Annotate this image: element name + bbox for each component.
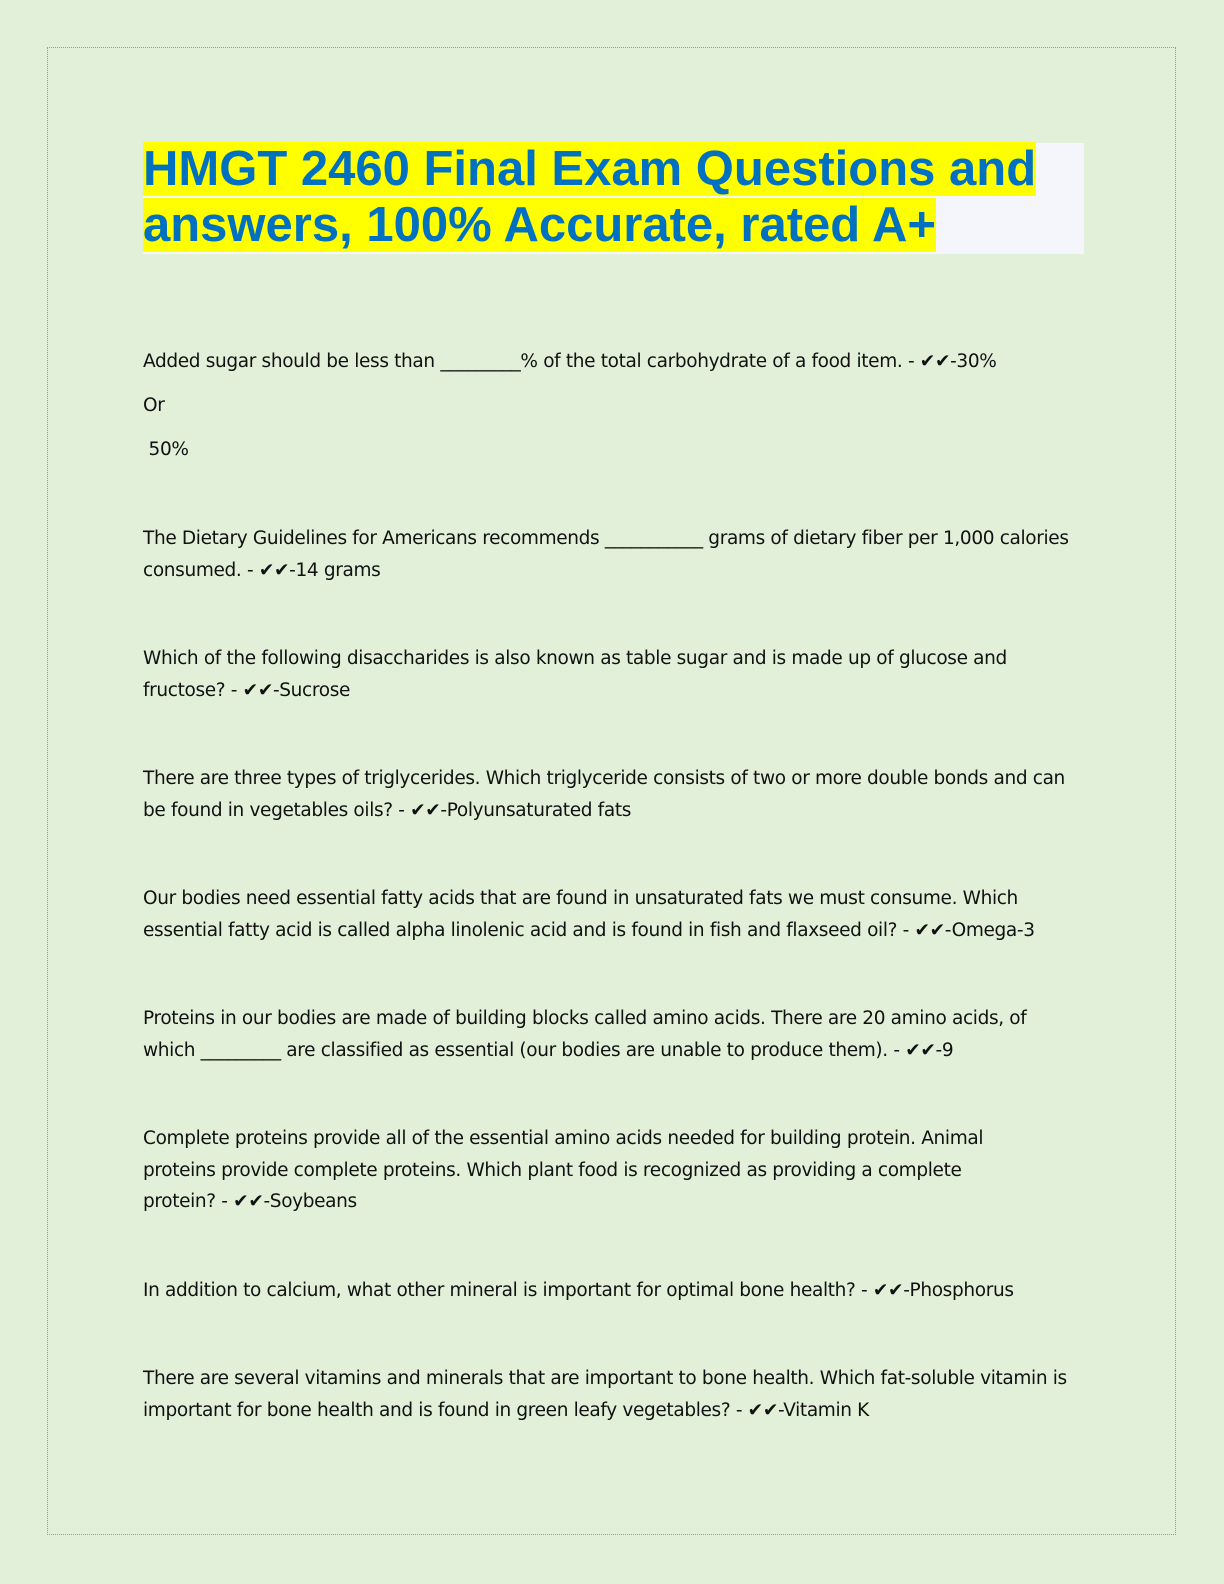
question-item: Proteins in our bodies are made of building blocks called amino acids. There are 20 amino acids, of which _________ are classified as essential (our bodies are unable to produce them). - ✔✔-9 [143, 1008, 1032, 1061]
lead-alternate-answer: 50% [143, 439, 189, 460]
question-item: Our bodies need essential fatty acids that are found in unsaturated fats we must consume. Which essential fatty acid is called alpha linolenic acid and is found in fish and flaxseed oil? - ✔✔-Omega-3 [143, 888, 1035, 941]
question-list [143, 346, 1083, 1426]
title-highlight: HMGT 2460 Final Exam Questions and answers, 100% Accurate, rated A+ [143, 142, 1037, 252]
question-item: Complete proteins provide all of the essential amino acids needed for building protein. Animal proteins provide complete proteins. Which plant food is recognized as providing a complete protein? - ✔✔-Soybeans [143, 1128, 989, 1212]
lead-question: Added sugar should be less than _________% of the total carbohydrate of a food item. - ✔✔-30% [143, 351, 997, 372]
question-item: Which of the following disaccharides is also known as table sugar and is made up of glucose and fructose? - ✔✔-Sucrose [143, 648, 1013, 701]
document-title [143, 141, 1043, 253]
question-item: There are three types of triglycerides. Which triglyceride consists of two or more double bonds and can be found in vegetables oils? - ✔✔-Polyunsaturated fats [143, 768, 1071, 821]
question-item: There are several vitamins and minerals that are important to bone health. Which fat-soluble vitamin is important for bone health and is found in green leafy vegetables? - ✔✔-Vitamin K [143, 1368, 1073, 1421]
question-item: The Dietary Guidelines for Americans recommends ___________ grams of dietary fiber per 1,000 calories consumed. - ✔✔-14 grams [143, 528, 1075, 581]
question-item: In addition to calcium, what other mineral is important for optimal bone health? - ✔✔-Phosphorus [143, 1279, 1014, 1301]
lead-alternate-label: Or [143, 395, 165, 416]
